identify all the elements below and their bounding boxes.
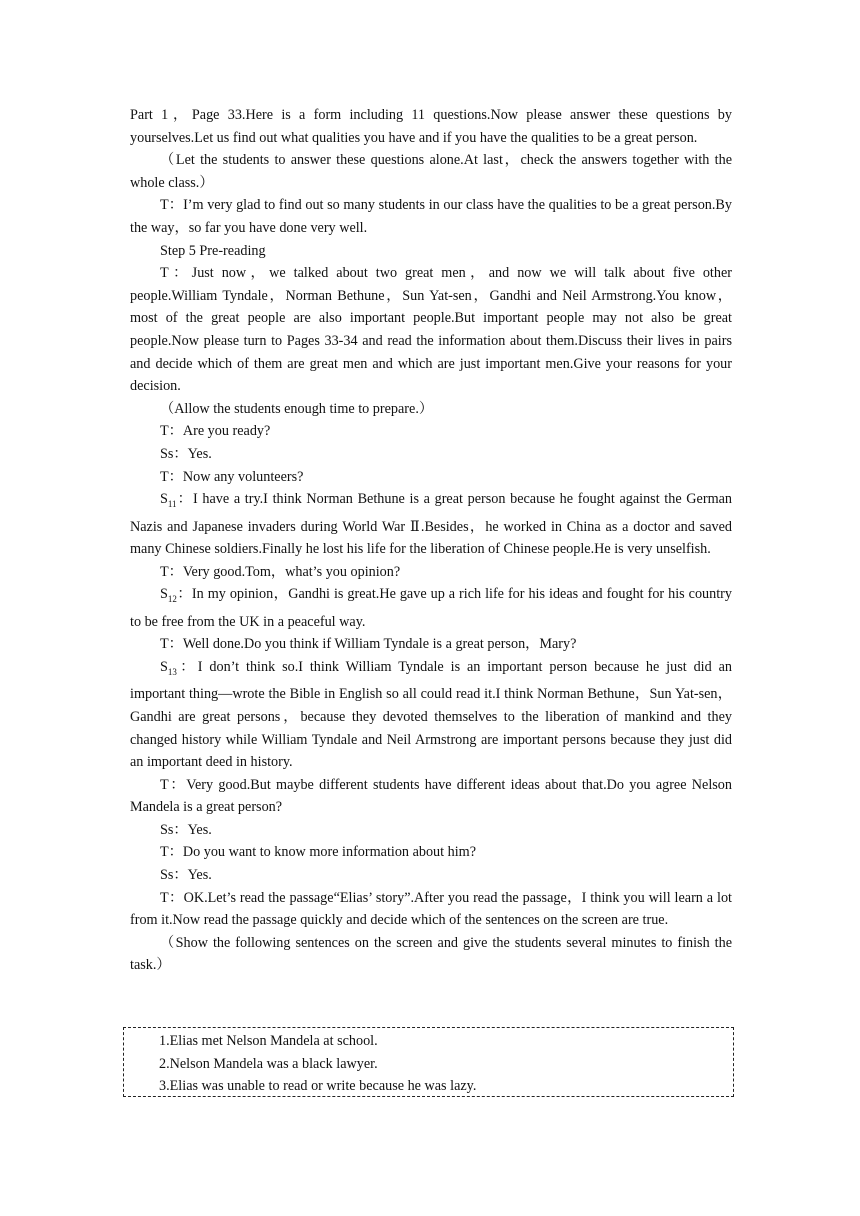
paragraph: T：I’m very glad to find out so many students in our class have the qualities to be a great person.By the way，so far you have done very well. bbox=[130, 197, 732, 236]
dialogue-text: ：I have a try.I think Norman Bethune is a great person because he fought against the German Nazis and Japanese invaders during World War Ⅱ.Besides，he worked in China as a doctor and saved many Chinese soldiers.Finally he lost his life for the liberation of Chinese people.He is very unselfish. bbox=[130, 491, 733, 558]
dialogue-line bbox=[130, 488, 732, 561]
dialogue-line: Ss：Yes. bbox=[160, 445, 212, 462]
paragraph: （Show the following sentences on the screen and give the students several minutes to finish the task.） bbox=[130, 934, 732, 974]
speaker-number: 12 bbox=[167, 594, 177, 605]
sentence-item: 3.Elias was unable to read or write because he was lazy. bbox=[159, 1078, 477, 1095]
dialogue-text: ：In my opinion，Gandhi is great.He gave up a rich life for his ideas and fought for his country to be free from the UK in a peaceful way. bbox=[130, 586, 732, 630]
dialogue-line: T：Very good.But maybe different students have different ideas about that.Do you agree Nelson Mandela is a great person? bbox=[130, 776, 732, 816]
dialogue-line: T：OK.Let’s read the passage“Elias’ story”.After you read the passage，I think you will learn a lot from it.Now read the passage quickly and decide which of the sentences on the screen are true. bbox=[130, 889, 732, 929]
dialogue-line: T：Very good.Tom，what’s you opinion? bbox=[160, 563, 401, 580]
sentence-item: 2.Nelson Mandela was a black lawyer. bbox=[159, 1055, 378, 1072]
paragraph: （Allow the students enough time to prepare.） bbox=[160, 400, 434, 417]
dialogue-line: T：Do you want to know more information about him? bbox=[160, 844, 477, 861]
sentence-item: 1.Elias met Nelson Mandela at school. bbox=[159, 1033, 378, 1049]
step-heading: Step 5 Pre-reading bbox=[160, 242, 266, 259]
dialogue-line bbox=[130, 583, 732, 633]
dialogue-line: T：Well done.Do you think if William Tyndale is a great person，Mary? bbox=[160, 636, 577, 653]
speaker: S bbox=[160, 491, 168, 508]
dialogue-line bbox=[130, 656, 732, 774]
paragraph: （Let the students to answer these questions alone.At last，check the answers together with the whole class.） bbox=[130, 152, 732, 191]
dialogue-line: Ss：Yes. bbox=[160, 867, 212, 884]
dialogue-text: ：I don’t think so.I think William Tyndale is an important person because he just did an important thing—wrote the Bible in English so all could read it.I think Norman Bethune，Sun Yat-sen，Gandhi are great persons，because they devoted themselves to the liberation of mankind and they changed history while William Tyndale and Neil Armstrong are important persons because they just did an important deed in history. bbox=[130, 658, 732, 771]
lesson-text bbox=[130, 104, 732, 977]
paragraph: T：Just now，we talked about two great men，and now we will talk about five other people.William Tyndale，Norman Bethune，Sun Yat-sen，Gandhi and Neil Armstrong.You know，most of the great people are also important people.But important people may not also be great people.Now please turn to Pages 33-34 and read the information about them.Discuss their lives in pairs and decide which of them are great men and which are just important men.Give your reasons for your decision. bbox=[130, 265, 732, 395]
speaker: S bbox=[160, 586, 168, 603]
speaker: S bbox=[160, 658, 168, 675]
paragraph: Part 1，Page 33.Here is a form including 11 questions.Now please answer these questions by yourselves.Let us find out what qualities you have and if you have the qualities to be a great person. bbox=[130, 107, 732, 146]
speaker-number: 11 bbox=[167, 498, 177, 509]
dialogue-line: Ss：Yes. bbox=[160, 821, 212, 838]
speaker-number: 13 bbox=[167, 666, 177, 677]
sentences-box bbox=[123, 1027, 734, 1097]
dialogue-line: T：Now any volunteers? bbox=[160, 468, 304, 485]
dialogue-line: T：Are you ready? bbox=[160, 423, 271, 440]
